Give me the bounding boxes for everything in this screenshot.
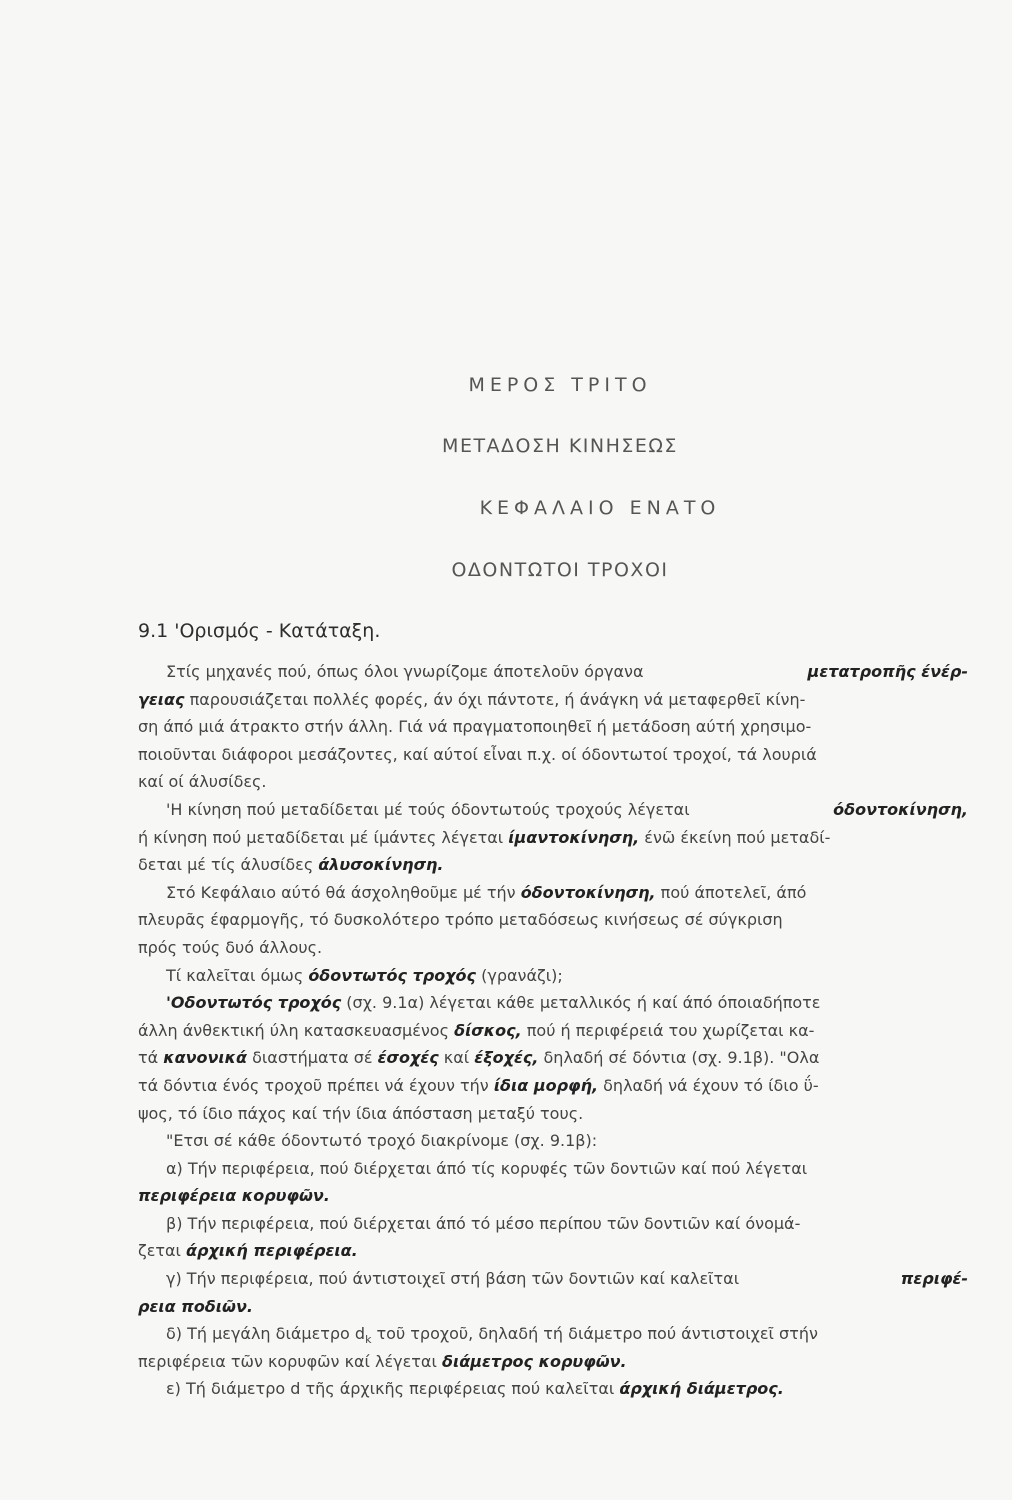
- text-line: [138, 824, 968, 852]
- text-run: παρουσιάζεται πολλές φορές, άν όχι πάντοτε, ή άνάγκη νά μεταφερθεῖ κίνη-: [184, 689, 806, 709]
- text-line: [138, 1237, 968, 1265]
- text-run: ψος, τό ίδιο πάχος καί τήν ίδια άπόσταση μεταξύ τους.: [138, 1103, 584, 1123]
- text-line: [138, 713, 968, 741]
- text-line: [138, 1293, 968, 1321]
- body-text: [138, 658, 968, 1403]
- emphasis-term: άρχική διάμετρος.: [619, 1379, 784, 1399]
- text-line: [138, 934, 968, 962]
- emphasis-term: 'Οδοντωτός τροχός: [166, 993, 342, 1013]
- text-line: [138, 768, 968, 796]
- text-run: ε) Τή διάμετρο d τῆς άρχικῆς περιφέρειας πού καλεῖται: [166, 1379, 620, 1399]
- emphasis-term: ίδια μορφή,: [493, 1075, 599, 1095]
- list-item: [138, 1320, 968, 1348]
- subscript: k: [365, 1333, 372, 1347]
- text-run: άλλη άνθεκτική ύλη κατασκευασμένος: [138, 1020, 455, 1040]
- emphasis-term: μετατροπῆς ένέρ-: [807, 662, 968, 681]
- text-line: [138, 686, 968, 714]
- emphasis-term: περιφέρεια κορυφῶν.: [138, 1186, 330, 1206]
- text-line: [138, 1348, 968, 1376]
- emphasis-term: διάμετρος κορυφῶν.: [441, 1351, 627, 1371]
- text-run: πρός τούς δυό άλλους.: [138, 937, 323, 957]
- text-line: [138, 1127, 968, 1155]
- emphasis-term: όδοντωτός τροχός: [308, 965, 477, 985]
- section-heading: 9.1 'Ορισμός - Κατάταξη.: [138, 620, 381, 642]
- text-line: [138, 879, 968, 907]
- text-run: διαστήματα σέ: [247, 1048, 378, 1068]
- emphasis-term: άρχική περιφέρεια.: [186, 1241, 358, 1261]
- text-run: καί: [438, 1048, 475, 1068]
- list-item: [138, 1375, 968, 1403]
- list-item: [138, 1210, 968, 1238]
- text-line: [138, 1072, 968, 1100]
- text-line: [138, 1100, 968, 1128]
- chapter-heading: ΚΕΦΑΛΑΙΟ ΕΝΑΤΟ: [479, 497, 721, 519]
- text-line: [138, 1017, 968, 1045]
- emphasis-term: όδοντοκίνηση,: [520, 882, 656, 902]
- emphasis-term: περιφέ-: [900, 1269, 968, 1289]
- text-run: δηλαδή σέ δόντια (σχ. 9.1β). "Ολα: [538, 1048, 820, 1068]
- text-run: δεται μέ τίς άλυσίδες: [138, 855, 319, 875]
- text-run: περιφέρεια τῶν κορυφῶν καί λέγεται: [138, 1351, 442, 1371]
- text-run: ή κίνηση πού μεταδίδεται μέ ίμάντες λέγεται: [138, 827, 509, 847]
- text-line: [138, 851, 968, 879]
- emphasis-term: όδοντοκίνηση,: [833, 799, 968, 819]
- part-heading: ΜΕΡΟΣ ΤΡΙΤΟ: [468, 374, 652, 396]
- list-item: [138, 1265, 968, 1293]
- text-run: Στό Κεφάλαιο αύτό θά άσχοληθοῦμε μέ τήν: [166, 882, 521, 902]
- part-title: ΜΕΤΑΔΟΣΗ ΚΙΝΗΣΕΩΣ: [442, 435, 678, 457]
- emphasis-term: δίσκος,: [454, 1020, 522, 1040]
- text-run: τοῦ τροχοῦ, δηλαδή τή διάμετρο πού άντιστοιχεῖ στήν: [371, 1324, 818, 1344]
- text-line: [138, 906, 968, 934]
- text-run: πού ή περιφέρειά του χωρίζεται κα-: [521, 1020, 815, 1040]
- text-run: 'Η κίνηση πού μεταδίδεται μέ τούς όδοντωτούς τροχούς λέγεται: [166, 799, 695, 819]
- text-run: ζεται: [138, 1241, 187, 1261]
- text-run: γ) Τήν περιφέρεια, πού άντιστοιχεῖ στή βάση τῶν δοντιῶν καί καλεῖται: [166, 1269, 745, 1289]
- text-run: β) Τήν περιφέρεια, πού διέρχεται άπό τό μέσο περίπου τῶν δοντιῶν καί όνομά-: [166, 1213, 801, 1233]
- emphasis-term: γειας: [138, 689, 185, 709]
- text-line: [138, 741, 968, 769]
- emphasis-term: έξοχές,: [474, 1048, 539, 1068]
- emphasis-term: ρεια ποδιῶν.: [138, 1296, 253, 1316]
- text-run: τά: [138, 1048, 164, 1068]
- text-run: ποιοῦνται διάφοροι μεσάζοντες, καί αύτοί εἶναι π.χ. οί όδοντωτοί τροχοί, τά λουριά: [138, 744, 817, 764]
- text-run: Στίς μηχανές πού, όπως όλοι γνωρίζομε άποτελοῦν όργανα: [166, 662, 649, 681]
- text-run: πλευρᾶς έφαρμογῆς, τό δυσκολότερο τρόπο μεταδόσεως κινήσεως σέ σύγκριση: [138, 910, 783, 930]
- text-line: [138, 658, 968, 686]
- text-run: δηλαδή νά έχουν τό ίδιο ΰ-: [598, 1075, 819, 1095]
- text-run: ση άπό μιά άτρακτο στήν άλλη. Γιά νά πραγματοποιηθεῖ ή μετάδοση αύτή χρησιμο-: [138, 717, 812, 737]
- text-run: καί οί άλυσίδες.: [138, 772, 267, 792]
- text-line: [138, 1182, 968, 1210]
- text-run: ένῶ έκείνη πού μεταδί-: [639, 827, 831, 847]
- text-run: "Ετσι σέ κάθε όδοντωτό τροχό διακρίνομε (σχ. 9.1β):: [166, 1131, 598, 1151]
- text-run: (γρανάζι);: [476, 965, 563, 985]
- text-line: [138, 989, 968, 1017]
- text-line: [138, 962, 968, 990]
- text-run: (σχ. 9.1α) λέγεται κάθε μεταλλικός ή καί άπό όποιαδήποτε: [341, 993, 821, 1013]
- emphasis-term: άλυσοκίνηση.: [318, 855, 444, 875]
- text-run: πού άποτελεῖ, άπό: [655, 882, 807, 902]
- emphasis-term: ίμαντοκίνηση,: [508, 827, 640, 847]
- emphasis-term: κανονικά: [163, 1048, 248, 1068]
- text-run: τά δόντια ένός τροχοῦ πρέπει νά έχουν τήν: [138, 1075, 494, 1095]
- text-run: δ) Τή μεγάλη διάμετρο d: [166, 1324, 366, 1344]
- text-run: α) Τήν περιφέρεια, πού διέρχεται άπό τίς κορυφές τῶν δοντιῶν καί πού λέγεται: [166, 1158, 808, 1178]
- emphasis-term: έσοχές: [377, 1048, 439, 1068]
- text-line: [138, 796, 968, 824]
- list-item: [138, 1155, 968, 1183]
- text-line: [138, 1044, 968, 1072]
- chapter-title: ΟΔΟΝΤΩΤΟΙ ΤΡΟΧΟΙ: [451, 559, 669, 581]
- text-run: Τί καλεῖται όμως: [166, 965, 309, 985]
